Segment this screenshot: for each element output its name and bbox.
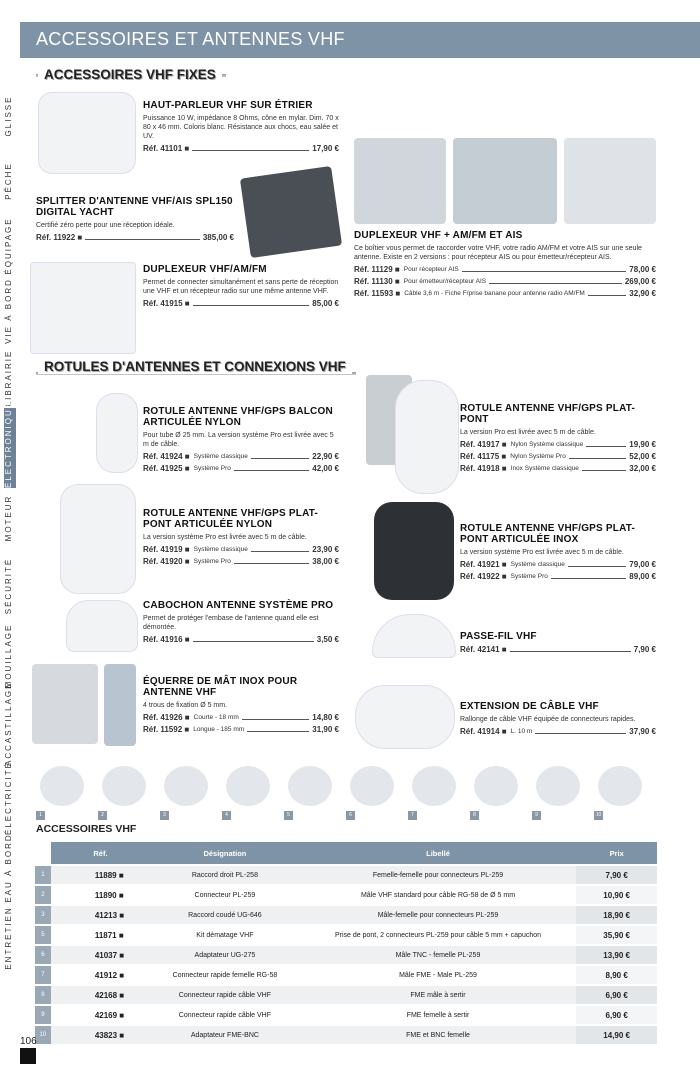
accessories-table <box>35 840 657 1046</box>
ref-option: Pour récepteur AIS <box>403 266 459 273</box>
product-title: EXTENSION DE CÂBLE VHF <box>460 701 599 712</box>
row-designation: Adaptateur UG-275 <box>150 946 300 964</box>
ref-option: Inox Système classique <box>510 465 579 472</box>
page-marker <box>20 1048 36 1064</box>
sidebar-category[interactable]: ÉLECTRONIQUE <box>4 408 16 488</box>
connector-image <box>102 766 146 806</box>
product-description: Permet de protéger l'embase de l'antenne quand elle est démontée. <box>143 615 319 631</box>
ref-code: Réf. 41925 ■ <box>143 464 190 473</box>
product-duplexeur-ais <box>354 230 656 298</box>
ref-price: 31,90 € <box>312 725 339 734</box>
product-title: CABOCHON ANTENNE SYSTÈME PRO <box>143 600 334 611</box>
product-cabochon <box>143 600 339 644</box>
connector-image <box>474 766 518 806</box>
ref-option: Système Pro <box>193 558 231 565</box>
row-designation: Raccord coudé UG-646 <box>150 906 300 924</box>
row-libelle: Mâle-femelle pour connecteurs PL-259 <box>300 906 577 924</box>
ref-code: Réf. 41921 ■ <box>460 560 507 569</box>
row-number: 3 <box>35 906 51 924</box>
ref-code: Réf. 41924 ■ <box>143 452 190 461</box>
ref-price: 37,90 € <box>629 727 656 736</box>
row-number: 5 <box>35 926 51 944</box>
row-libelle: Prise de pont, 2 connecteurs PL-259 pour câble 5 mm + capuchon <box>300 926 577 944</box>
leader-line <box>535 733 626 734</box>
ref-price: 14,80 € <box>312 713 339 722</box>
ref-price: 385,00 € <box>202 233 234 242</box>
ref-code: Réf. 41919 ■ <box>143 545 190 554</box>
ref-code: Réf. 11130 ■ <box>354 277 400 286</box>
leader-line <box>462 271 627 272</box>
table-row <box>35 1026 657 1044</box>
speaker-image <box>38 92 136 174</box>
sidebar-category[interactable]: VIE À BORD <box>4 278 13 344</box>
connector-thumb <box>408 762 460 820</box>
thumb-number: 5 <box>284 811 293 820</box>
product-ref-line <box>143 635 339 644</box>
product-ref-line <box>460 560 656 569</box>
connector-image <box>288 766 332 806</box>
platpont-inox-image <box>374 502 454 600</box>
row-number: 6 <box>35 946 51 964</box>
product-title: ROTULE ANTENNE VHF/GPS PLAT-PONT ARTICULÉE INOX <box>460 523 636 545</box>
ref-option: Nylon Système Pro <box>510 453 566 460</box>
ref-price: 269,00 € <box>624 277 656 286</box>
row-designation: Adaptateur FME-BNC <box>150 1026 300 1044</box>
page-header-banner <box>20 22 700 58</box>
row-price: 6,90 € <box>576 986 657 1004</box>
duplexeur-image <box>30 262 136 354</box>
connector-thumb <box>222 762 274 820</box>
row-designation: Connecteur rapide femelle RG-58 <box>150 966 300 984</box>
product-ref-line <box>460 645 656 654</box>
product-balcon <box>143 406 339 473</box>
product-equerre <box>143 676 339 734</box>
section-title-rotules: ROTULES D'ANTENNES ET CONNEXIONS VHF <box>38 359 352 374</box>
product-title: DUPLEXEUR VHF + AM/FM ET AIS <box>354 230 523 241</box>
product-description: La version système Pro est livrée avec 5 m de câble. <box>460 549 624 556</box>
thumb-number: 2 <box>98 811 107 820</box>
ref-price: 23,90 € <box>312 545 339 554</box>
product-ref-line <box>460 572 656 581</box>
row-designation: Connecteur PL-259 <box>150 886 300 904</box>
balcon-image <box>96 393 138 473</box>
row-libelle: Mâle VHF standard pour câble RG-58 de Ø 5 mm <box>300 886 577 904</box>
leader-line <box>234 470 309 471</box>
platpont-nylon-image <box>60 484 136 594</box>
row-number: 9 <box>35 1006 51 1024</box>
product-title: DUPLEXEUR VHF/AM/FM <box>143 264 267 275</box>
row-number: 10 <box>35 1026 51 1044</box>
product-ref-line <box>143 299 339 308</box>
ref-code: Réf. 41101 ■ <box>143 144 190 153</box>
thumb-number: 6 <box>346 811 355 820</box>
ref-option: Câble 3,6 m - Fiche F/prise banane pour antenne radio AM/FM <box>404 290 585 297</box>
col-libelle-header: Libellé <box>300 842 577 864</box>
product-ref-line <box>460 440 656 449</box>
product-description: Rallonge de câble VHF équipée de connecteurs rapides. <box>460 716 636 723</box>
ref-price: 3,50 € <box>316 635 339 644</box>
thumb-number: 4 <box>222 811 231 820</box>
connector-thumb <box>36 762 88 820</box>
row-ref: 41037 ■ <box>51 946 150 964</box>
page-title: ACCESSOIRES ET ANTENNES VHF <box>36 29 345 49</box>
row-number: 7 <box>35 966 51 984</box>
ref-option: L. 10 m <box>510 728 533 735</box>
row-price: 7,90 € <box>576 866 657 884</box>
product-title: PASSE-FIL VHF <box>460 631 537 642</box>
thumb-number: 8 <box>470 811 479 820</box>
connector-thumb <box>346 762 398 820</box>
ref-price: 42,00 € <box>312 464 339 473</box>
thumb-number: 10 <box>595 812 602 818</box>
product-ref-line <box>143 725 339 734</box>
leader-line <box>251 551 309 552</box>
row-libelle: FME et BNC femelle <box>300 1026 577 1044</box>
product-description: 4 trous de fixation Ø 5 mm. <box>143 702 228 709</box>
ref-option: Nylon Système classique <box>510 441 584 448</box>
ref-option: Système classique <box>193 453 248 460</box>
table-row <box>35 926 657 944</box>
ref-code: Réf. 41926 ■ <box>143 713 190 722</box>
sidebar-category[interactable]: ENTRETIEN <box>4 906 13 970</box>
col-num-header <box>35 842 51 864</box>
connector-image <box>598 766 642 806</box>
ref-option: Pour émetteur/récepteur AIS <box>403 278 487 285</box>
ref-option: Courte - 18 mm <box>193 714 239 721</box>
passefil-image <box>372 614 456 658</box>
sidebar-category[interactable]: GLISSE <box>4 95 13 137</box>
ref-code: Réf. 41918 ■ <box>460 464 507 473</box>
sidebar-category[interactable]: MOUILLAGE <box>4 623 13 689</box>
product-description: La version Pro est livrée avec 5 m de câble. <box>460 429 596 436</box>
ref-code: Réf. 42141 ■ <box>460 645 507 654</box>
connector-image <box>536 766 580 806</box>
ref-code: Réf. 41916 ■ <box>143 635 190 644</box>
product-ref-line <box>460 452 656 461</box>
cable-image <box>564 138 656 224</box>
row-ref: 42169 ■ <box>51 1006 150 1024</box>
row-ref: 11871 ■ <box>51 926 150 944</box>
connector-image <box>412 766 456 806</box>
row-designation: Connecteur rapide câble VHF <box>150 986 300 1004</box>
col-ref-header: Réf. <box>51 842 150 864</box>
category-sidebar <box>0 80 20 1025</box>
row-price: 18,90 € <box>576 906 657 924</box>
connector-thumb <box>594 762 646 820</box>
row-price: 8,90 € <box>576 966 657 984</box>
product-description: Puissance 10 W, impédance 8 Ohms, cône en mylar. Dim. 70 x 80 x 46 mm. Coloris blanc. Résistance aux chocs, eau salée et UV. <box>143 115 339 140</box>
leader-line <box>193 641 314 642</box>
row-ref: 11890 ■ <box>51 886 150 904</box>
leader-line <box>588 295 626 296</box>
product-platpont <box>460 403 656 473</box>
leader-line <box>568 566 626 567</box>
product-ref-line <box>354 277 656 286</box>
col-prix-header: Prix <box>576 842 657 864</box>
ref-price: 17,90 € <box>312 144 339 153</box>
product-ref-line <box>143 464 339 473</box>
ref-code: Réf. 41917 ■ <box>460 440 507 449</box>
row-libelle: FME mâle à sertir <box>300 986 577 1004</box>
product-ref-line <box>143 452 339 461</box>
splitter-image <box>240 166 342 258</box>
leader-line <box>551 578 626 579</box>
duplexeur-ais-image-2 <box>453 138 557 224</box>
row-price: 14,90 € <box>576 1026 657 1044</box>
product-ref-line <box>143 144 339 153</box>
ref-price: 32,90 € <box>629 289 656 298</box>
row-libelle: Femelle-femelle pour connecteurs PL-259 <box>300 866 577 884</box>
connector-thumb <box>160 762 212 820</box>
leader-line <box>247 731 309 732</box>
ref-option: Système classique <box>193 546 248 553</box>
leader-line <box>251 458 309 459</box>
thumb-number: 7 <box>408 811 417 820</box>
product-title: SPLITTER D'ANTENNE VHF/AIS SPL150 DIGITAL YACHT <box>36 196 233 218</box>
row-price: 13,90 € <box>576 946 657 964</box>
leader-line <box>510 651 631 652</box>
row-price: 35,90 € <box>576 926 657 944</box>
leader-line <box>192 150 309 151</box>
col-designation-header: Désignation <box>150 842 300 864</box>
thumb-number: 3 <box>160 811 169 820</box>
leader-line <box>586 446 626 447</box>
product-ref-line <box>36 233 234 242</box>
row-number: 8 <box>35 986 51 1004</box>
connector-image <box>226 766 270 806</box>
ref-option: Système Pro <box>193 465 231 472</box>
product-description: La version système Pro est livrée avec 5 m de câble. <box>143 534 307 541</box>
extension-image <box>355 685 455 749</box>
product-title: ROTULE ANTENNE VHF/GPS PLAT-PONT ARTICULÉE NYLON <box>143 508 319 530</box>
row-libelle: Mâle TNC - femelle PL-259 <box>300 946 577 964</box>
ref-option: Système classique <box>510 561 565 568</box>
row-price: 6,90 € <box>576 1006 657 1024</box>
row-ref: 42168 ■ <box>51 986 150 1004</box>
product-duplexeur <box>143 264 339 308</box>
table-row <box>35 866 657 884</box>
ref-price: 78,00 € <box>629 265 656 274</box>
section-title-accessoires: ACCESSOIRES VHF <box>30 823 142 835</box>
product-ref-line <box>143 713 339 722</box>
sidebar-category[interactable]: PÊCHE <box>4 162 13 200</box>
product-description: Permet de connecter simultanément et sans perte de réception une VHF et un récepteur radio sur une même antenne VHF. <box>143 279 339 295</box>
ref-price: 38,00 € <box>312 557 339 566</box>
sidebar-category[interactable]: SÉCURITÉ <box>4 557 13 615</box>
ref-price: 52,00 € <box>629 452 656 461</box>
row-designation: Kit dématage VHF <box>150 926 300 944</box>
leader-line <box>234 563 309 564</box>
ref-price: 79,00 € <box>629 560 656 569</box>
equerre-image-1 <box>32 664 98 744</box>
ref-code: Réf. 41915 ■ <box>143 299 190 308</box>
table-row <box>35 986 657 1004</box>
ref-code: Réf. 41922 ■ <box>460 572 507 581</box>
table-row <box>35 886 657 904</box>
ref-price: 19,90 € <box>629 440 656 449</box>
leader-line <box>489 283 622 284</box>
ref-code: Réf. 41914 ■ <box>460 727 507 736</box>
platpont-image-2 <box>395 380 459 494</box>
product-ref-line <box>143 557 339 566</box>
thumb-number: 9 <box>532 811 541 820</box>
row-designation: Connecteur rapide câble VHF <box>150 1006 300 1024</box>
ref-code: Réf. 11593 ■ <box>354 289 401 298</box>
ref-code: Réf. 11592 ■ <box>143 725 190 734</box>
sidebar-category[interactable]: LIBRAIRIE <box>4 349 13 407</box>
thumb-number: 1 <box>36 811 45 820</box>
product-ref-line <box>460 464 656 473</box>
table-row <box>35 1006 657 1024</box>
ref-price: 22,90 € <box>312 452 339 461</box>
table-row <box>35 966 657 984</box>
sidebar-category[interactable]: EAU À BORD <box>4 833 13 903</box>
leader-line <box>242 719 310 720</box>
leader-line <box>193 305 310 306</box>
product-platpont-inox <box>460 523 656 581</box>
row-number: 1 <box>35 866 51 884</box>
row-ref: 11889 ■ <box>51 866 150 884</box>
connector-image <box>40 766 84 806</box>
ref-code: Réf. 11922 ■ <box>36 233 83 242</box>
table-row <box>35 946 657 964</box>
duplexeur-ais-image-1 <box>354 138 446 224</box>
product-ref-line <box>354 265 656 274</box>
equerre-image-2 <box>104 664 136 746</box>
connector-thumb <box>284 762 336 820</box>
product-description: Certifié zéro perte pour une réception idéale. <box>36 222 175 229</box>
product-title: ROTULE ANTENNE VHF/GPS PLAT-PONT <box>460 403 636 425</box>
sidebar-category[interactable]: ÉLECTRICITÉ <box>4 761 13 836</box>
connector-thumb <box>98 762 150 820</box>
table-row <box>35 906 657 924</box>
table-header-row <box>35 842 657 864</box>
row-number: 2 <box>35 886 51 904</box>
product-passefil <box>460 631 656 654</box>
ref-price: 85,00 € <box>312 299 339 308</box>
cabochon-image <box>66 600 138 652</box>
row-ref: 41912 ■ <box>51 966 150 984</box>
row-libelle: Mâle FME - Male PL-259 <box>300 966 577 984</box>
row-ref: 41213 ■ <box>51 906 150 924</box>
product-ref-line <box>143 545 339 554</box>
row-designation: Raccord droit PL-258 <box>150 866 300 884</box>
connector-thumb <box>470 762 522 820</box>
product-splitter <box>36 196 234 242</box>
product-extension <box>460 701 656 736</box>
row-ref: 43823 ■ <box>51 1026 150 1044</box>
ref-code: Réf. 41920 ■ <box>143 557 190 566</box>
sidebar-category[interactable]: ÉQUIPAGE <box>4 217 13 275</box>
ref-option: Système Pro <box>510 573 548 580</box>
connector-image <box>350 766 394 806</box>
product-title: ÉQUERRE DE MÂT INOX POUR ANTENNE VHF <box>143 676 298 698</box>
ref-code: Réf. 11129 ■ <box>354 265 400 274</box>
ref-price: 7,90 € <box>633 645 656 654</box>
leader-line <box>85 239 200 240</box>
sidebar-category[interactable]: MOTEUR <box>4 494 13 542</box>
row-libelle: FME femelle à sertir <box>300 1006 577 1024</box>
row-price: 10,90 € <box>576 886 657 904</box>
ref-code: Réf. 41175 ■ <box>460 452 507 461</box>
ref-option: Longue - 185 mm <box>193 726 245 733</box>
product-platpont-nylon <box>143 508 339 566</box>
ref-price: 32,00 € <box>629 464 656 473</box>
section-title-fixes: ACCESSOIRES VHF FIXES <box>38 67 222 82</box>
connector-thumb <box>532 762 584 820</box>
product-hp <box>143 100 339 153</box>
product-description: Ce boîtier vous permet de raccorder votre VHF, votre radio AM/FM et votre AIS sur une seule antenne. Existe en 2 versions : pour récepteur AIS ou pour émetteur/récepteur AIS. <box>354 245 642 261</box>
product-description: Pour tube Ø 25 mm. La version système Pro est livrée avec 5 m de câble. <box>143 432 334 448</box>
product-title: HAUT-PARLEUR VHF SUR ÉTRIER <box>143 100 313 111</box>
product-ref-line <box>460 727 656 736</box>
leader-line <box>569 458 626 459</box>
product-title: ROTULE ANTENNE VHF/GPS BALCON ARTICULÉE NYLON <box>143 406 333 428</box>
page-number: 106 <box>20 1036 37 1047</box>
ref-price: 89,00 € <box>629 572 656 581</box>
connector-image <box>164 766 208 806</box>
product-ref-line <box>354 289 656 298</box>
sidebar-category[interactable]: ACCASTILLAGE <box>4 681 13 766</box>
leader-line <box>582 470 626 471</box>
